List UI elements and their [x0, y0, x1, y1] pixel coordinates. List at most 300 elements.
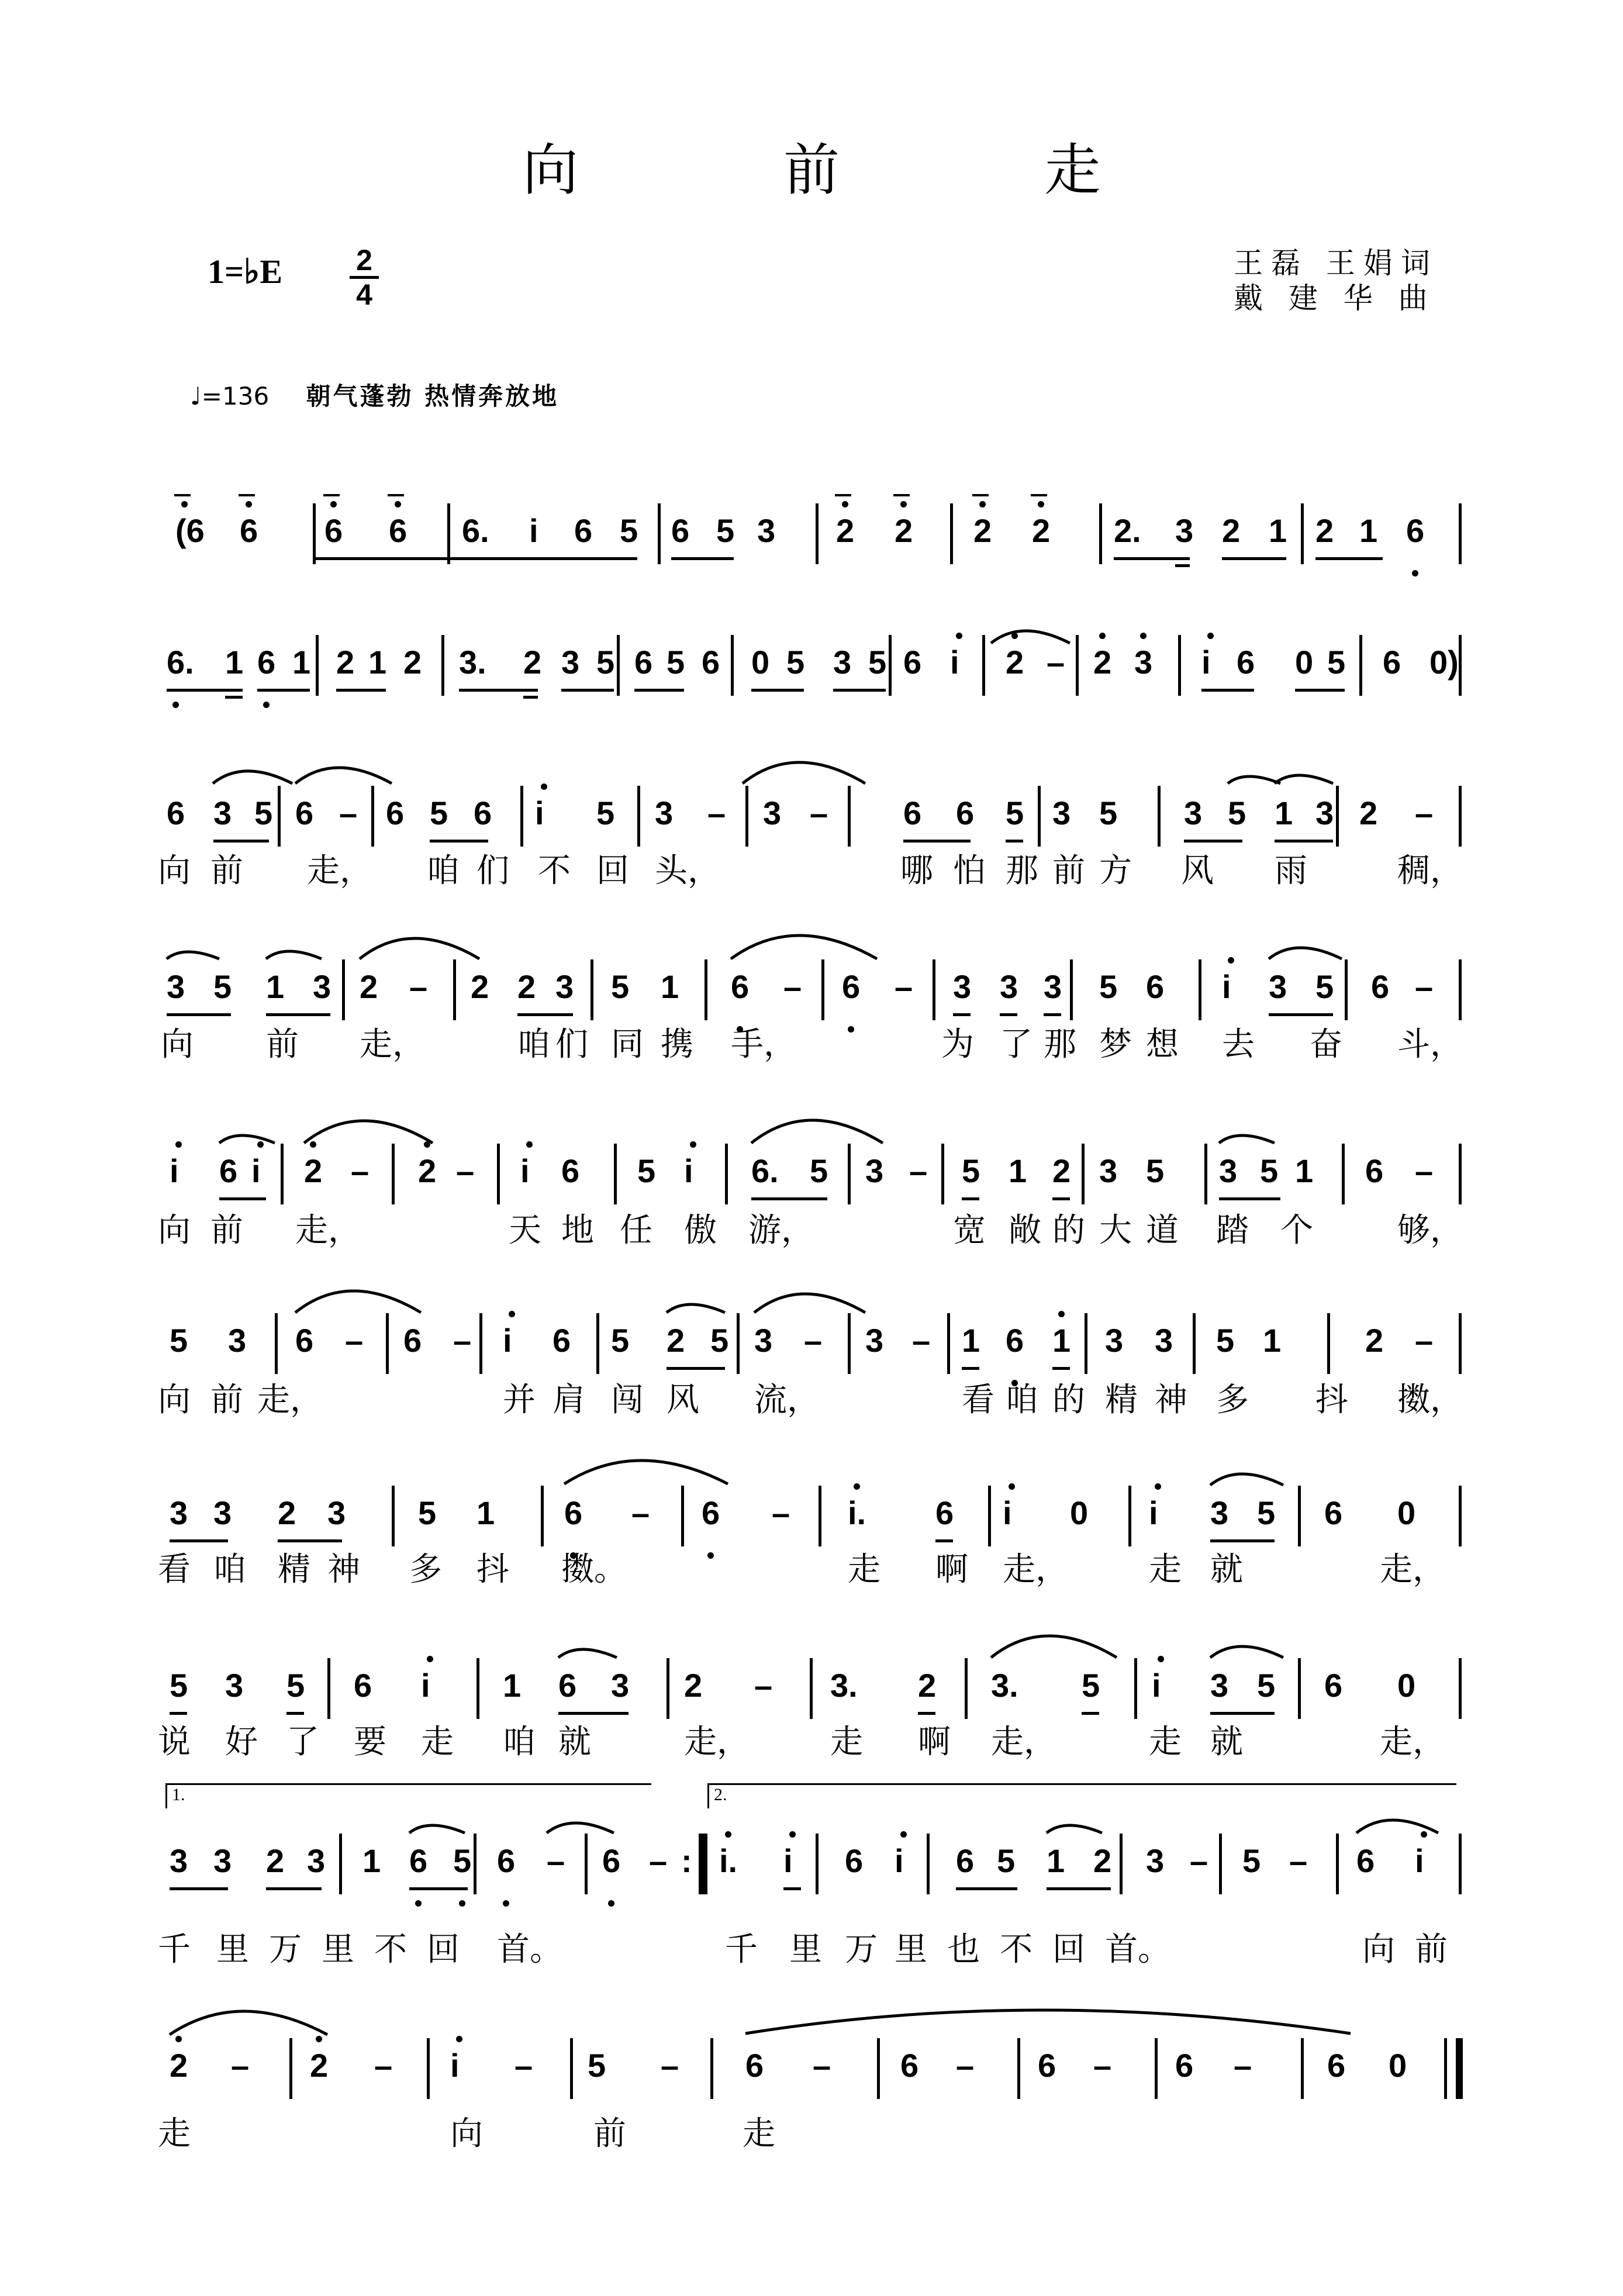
- note: 5: [716, 512, 735, 549]
- score-line-5: [0, 1152, 1623, 1189]
- note: 6: [842, 968, 861, 1005]
- lyric-char: 前: [210, 1381, 243, 1419]
- barline: [1099, 503, 1102, 564]
- expression-mark: 朝气蓬勃 热情奔放地: [306, 382, 560, 410]
- note: 6: [702, 644, 720, 681]
- note: i: [1201, 644, 1211, 681]
- barline: [681, 1486, 684, 1546]
- lyric-char: 千: [158, 1931, 191, 1969]
- lyric-char: 就: [1210, 1551, 1243, 1589]
- octave-dot-above: [316, 2036, 322, 2042]
- note: i.: [719, 1842, 738, 1879]
- octave-dot-above: [395, 501, 401, 507]
- barline: [927, 1834, 930, 1894]
- note: –: [1093, 2047, 1112, 2084]
- note: 5: [1260, 1152, 1279, 1189]
- note: 3: [1146, 1842, 1165, 1879]
- note: 5: [786, 644, 805, 681]
- note: 5: [596, 644, 615, 681]
- octave-dot-below: [415, 1900, 422, 1907]
- barline: [658, 503, 661, 564]
- barline: [541, 1486, 544, 1546]
- octave-dot-above: [1038, 501, 1044, 507]
- barline: [848, 1144, 851, 1204]
- lyric-char: 走，: [360, 1026, 425, 1064]
- tie-slur: [751, 1120, 883, 1143]
- note: 6: [1383, 644, 1401, 681]
- note: 3: [865, 1322, 884, 1359]
- beam-underline: [257, 689, 310, 692]
- note: 1: [962, 1322, 980, 1359]
- barline: [596, 1313, 599, 1374]
- note: 1: [362, 1842, 381, 1879]
- composer-credit: 戴 建 华 曲: [1234, 281, 1436, 315]
- barline: [441, 635, 444, 696]
- note: –: [707, 795, 726, 831]
- tie-slur: [667, 1304, 725, 1313]
- lyric-char: 走，: [1003, 1551, 1068, 1589]
- barline: [570, 2038, 573, 2099]
- note: 0): [1429, 644, 1459, 681]
- octave-dot-above: [1421, 1831, 1427, 1838]
- note: 6: [634, 644, 653, 681]
- barline: [1336, 1834, 1339, 1894]
- octave-dot-above: [456, 2036, 462, 2042]
- note: 3: [1099, 1152, 1118, 1189]
- lyric-char: 那: [1044, 1026, 1076, 1064]
- beam-underline: [918, 1712, 935, 1715]
- note: 6: [956, 1842, 975, 1879]
- note: 2: [667, 1322, 685, 1359]
- note: –: [1234, 2047, 1252, 2084]
- beam-underline: [751, 689, 804, 692]
- lyric-char: 回: [596, 852, 629, 890]
- barline: [982, 635, 985, 696]
- note: 1: [1047, 1842, 1065, 1879]
- note: 1: [1052, 1322, 1071, 1359]
- note: 6: [745, 2047, 764, 2084]
- note: 2: [918, 1667, 937, 1704]
- lyric-char: 流，: [754, 1381, 820, 1419]
- lyric-char: 道: [1146, 1211, 1179, 1249]
- note: 6: [354, 1667, 372, 1704]
- tie-slur: [304, 1121, 433, 1143]
- barline: [1193, 1313, 1196, 1374]
- beam-underline: [213, 840, 269, 843]
- lyric-char: 走，: [1380, 1551, 1445, 1589]
- note: 5: [1216, 1322, 1235, 1359]
- beam-underline: [1201, 689, 1254, 692]
- lyric-char: 回: [427, 1931, 460, 1969]
- barline: [1459, 1834, 1462, 1894]
- beam-underline: [1210, 1712, 1275, 1715]
- barline: [476, 1658, 479, 1719]
- note: –: [912, 1322, 931, 1359]
- note: 6: [497, 1842, 516, 1879]
- note: 5: [710, 1322, 729, 1359]
- octave-dot-above: [310, 1141, 316, 1148]
- lyric-char: 稠，: [1397, 852, 1463, 890]
- octave-dot-below: [1412, 570, 1418, 576]
- note: i: [1222, 968, 1231, 1005]
- note: 6.: [751, 1152, 779, 1189]
- note: 6: [403, 1322, 422, 1359]
- score-line-9: [0, 1842, 1623, 1879]
- note: 5: [170, 1667, 188, 1704]
- lyric-char: 们: [555, 1026, 588, 1064]
- note: i: [783, 1842, 793, 1879]
- barline: [988, 1486, 991, 1546]
- note: –: [1190, 1842, 1208, 1879]
- note: 3: [167, 968, 185, 1005]
- tie-slur: [1269, 948, 1342, 959]
- beam-underline: [167, 1013, 231, 1016]
- note: 3: [865, 1152, 884, 1189]
- note: i: [251, 1152, 261, 1189]
- lyric-char: 就: [558, 1723, 591, 1761]
- barline: [965, 1658, 968, 1719]
- note: i: [1152, 1667, 1161, 1704]
- tie-slur: [409, 1825, 465, 1833]
- octave-dot-above: [842, 501, 848, 507]
- lyric-char: 前: [1415, 1931, 1448, 1969]
- note: 2: [278, 1494, 296, 1531]
- lyric-char: 精: [278, 1551, 310, 1589]
- note: 2: [310, 2047, 329, 2084]
- tie-slur: [1228, 776, 1280, 783]
- beam-underline: [671, 557, 734, 560]
- barline: [745, 786, 748, 847]
- note: 2: [336, 644, 355, 681]
- note: 6: [324, 512, 343, 549]
- note: 2: [836, 512, 855, 549]
- octave-dot-above: [1207, 633, 1214, 639]
- lyric-char: 走，: [991, 1723, 1056, 1761]
- tie-slur: [754, 1294, 865, 1313]
- note: 3: [1052, 795, 1071, 831]
- overline: [388, 494, 404, 496]
- barline: [1336, 786, 1339, 847]
- note: –: [909, 1152, 928, 1189]
- note: 6: [671, 512, 690, 549]
- note: 6: [1324, 1667, 1343, 1704]
- octave-dot-above: [1158, 1656, 1164, 1662]
- note: 5: [596, 795, 615, 831]
- note: 5: [620, 512, 638, 549]
- time-signature: [350, 246, 379, 309]
- lyric-char: 并: [503, 1381, 536, 1419]
- overline: [972, 494, 989, 496]
- beam-underline: [953, 1013, 971, 1016]
- volta-2: 2.: [707, 1783, 1456, 1808]
- beam-underline: [1210, 1539, 1275, 1542]
- note: –: [956, 2047, 975, 2084]
- barline: [848, 1313, 851, 1374]
- lyric-char: 前: [210, 1211, 243, 1249]
- note: 5: [254, 795, 273, 831]
- barline: [1155, 2038, 1158, 2099]
- octave-dot-below: [848, 1026, 854, 1033]
- note: i: [1415, 1842, 1424, 1879]
- lyric-char: 抖: [476, 1551, 509, 1589]
- note: 6: [1237, 644, 1255, 681]
- note: 1: [368, 644, 387, 681]
- note: 6: [1324, 1494, 1343, 1531]
- lyric-char: 里: [789, 1931, 822, 1969]
- tempo-mark: ♩=136: [190, 382, 270, 410]
- note: 1: [1269, 512, 1287, 549]
- lyric-char: 为: [941, 1026, 974, 1064]
- tie-slur: [219, 1135, 275, 1143]
- lyric-char: 擞，: [1397, 1381, 1463, 1419]
- lyric-char: 地: [561, 1211, 594, 1249]
- note: –: [374, 2047, 393, 2084]
- lyric-char: 看: [158, 1551, 191, 1589]
- barline: [342, 959, 345, 1020]
- note: 2: [895, 512, 913, 549]
- score-line-2: [0, 643, 1623, 681]
- octave-dot-above: [725, 1831, 731, 1838]
- beam-underline: [517, 1013, 573, 1016]
- note: 1: [1359, 512, 1378, 549]
- beam-underline-double: [523, 696, 538, 699]
- barline: [637, 786, 640, 847]
- note: 3: [1000, 968, 1018, 1005]
- octave-dot-below: [263, 702, 270, 708]
- note: 6: [1406, 512, 1425, 549]
- lyric-char: 头，: [655, 852, 720, 890]
- note: 6.: [462, 512, 489, 549]
- beam-underline: [833, 689, 886, 692]
- lyric-char: 里: [322, 1931, 354, 1969]
- note: i: [503, 1322, 512, 1359]
- tie-slur: [745, 2010, 1351, 2033]
- note: –: [804, 1322, 823, 1359]
- lyric-char: 了: [1000, 1026, 1032, 1064]
- barline: [1327, 1313, 1330, 1374]
- beam-underline: [1275, 840, 1333, 843]
- barline: [1459, 1658, 1462, 1719]
- barline: [710, 2038, 713, 2099]
- barline: [1070, 959, 1073, 1020]
- beam-underline: [170, 1887, 228, 1890]
- score-title: 向 前 走: [522, 137, 1194, 203]
- note: –: [456, 1152, 475, 1189]
- note: 0: [1295, 644, 1314, 681]
- barline: [819, 1486, 821, 1546]
- beam-underline: [574, 557, 637, 560]
- lyric-char: 咱: [517, 1026, 550, 1064]
- barline: [1459, 1144, 1462, 1204]
- note: –: [783, 968, 802, 1005]
- overline: [893, 494, 910, 496]
- note: 6: [903, 644, 922, 681]
- note: 5: [1242, 1842, 1261, 1879]
- lyric-char: 肩: [552, 1381, 585, 1419]
- barline: [1204, 1144, 1207, 1204]
- beam-underline: [1184, 840, 1242, 843]
- octave-dot-above: [175, 1141, 182, 1148]
- barline: [371, 786, 374, 847]
- note: 5: [430, 795, 448, 831]
- barline: [591, 959, 593, 1020]
- octave-dot-above: [1140, 633, 1147, 639]
- octave-dot-above: [1155, 1483, 1161, 1490]
- note: 6: [474, 795, 492, 831]
- tie-slur: [731, 935, 877, 959]
- barline: [1085, 1313, 1087, 1374]
- lyric-char: 携: [661, 1026, 693, 1064]
- note: i: [529, 512, 538, 549]
- beam-underline: [1052, 1367, 1070, 1370]
- note: 2: [403, 644, 422, 681]
- note: –: [409, 968, 428, 1005]
- barline: [1134, 1658, 1137, 1719]
- note: 2: [517, 968, 536, 1005]
- octave-dot-above: [541, 783, 547, 790]
- barline: [1128, 1486, 1131, 1546]
- note: –: [1415, 1322, 1434, 1359]
- note: 5: [997, 1842, 1016, 1879]
- note: 1: [1009, 1152, 1027, 1189]
- note: 1: [1275, 795, 1293, 831]
- octave-dot-above: [1099, 633, 1106, 639]
- barline: [1017, 2038, 1020, 2099]
- note: 3.: [991, 1667, 1018, 1704]
- note: 2: [418, 1152, 437, 1189]
- lyric-char: 们: [476, 852, 509, 890]
- tie-slur: [991, 631, 1070, 643]
- beam-underline: [1082, 1712, 1099, 1715]
- note: 2: [266, 1842, 285, 1879]
- lyric-char: 啊: [918, 1723, 951, 1761]
- note: 3: [1044, 968, 1062, 1005]
- note: –: [810, 795, 828, 831]
- lyric-char: 走，: [684, 1723, 750, 1761]
- note: 5: [1257, 1494, 1276, 1531]
- octave-dot-below: [707, 1552, 714, 1559]
- note: :: [681, 1842, 692, 1879]
- note: 5: [1315, 968, 1334, 1005]
- note: 6: [1327, 2047, 1346, 2084]
- octave-dot-above: [789, 1831, 796, 1838]
- beam-underline: [1047, 1887, 1111, 1890]
- note: –: [754, 1667, 773, 1704]
- barline: [289, 2038, 292, 2099]
- note: i: [895, 1842, 904, 1879]
- lyric-char: 向: [1362, 1931, 1395, 1969]
- note: 6: [257, 644, 276, 681]
- note: 5: [418, 1494, 437, 1531]
- lyric-char: 神: [1155, 1381, 1187, 1419]
- lyric-char: 方: [1099, 852, 1132, 890]
- note: 2: [1052, 1152, 1071, 1189]
- note: 6: [900, 2047, 919, 2084]
- note: 3: [763, 795, 782, 831]
- lyric-char: 闯: [611, 1381, 644, 1419]
- note: 3: [213, 1842, 232, 1879]
- barline: [705, 959, 707, 1020]
- barline: [316, 635, 319, 696]
- lyric-char: 走: [743, 2115, 775, 2153]
- barline: [281, 1144, 284, 1204]
- note: 6: [903, 795, 922, 831]
- octave-dot-below: [503, 1900, 509, 1907]
- tie-slur: [558, 1649, 617, 1658]
- octave-dot-above: [1009, 1483, 1015, 1490]
- tie-slur: [360, 938, 479, 959]
- lyric-char: 也: [947, 1931, 980, 1969]
- barline: [1076, 635, 1079, 696]
- barline: [1298, 1658, 1301, 1719]
- lyric-char: 抖: [1315, 1381, 1348, 1419]
- lyric-char: 风: [1181, 852, 1214, 890]
- lyric-char: 不: [1000, 1931, 1032, 1969]
- note: 3: [1315, 795, 1334, 831]
- octave-dot-below: [459, 1900, 465, 1907]
- lyric-char: 首。: [1105, 1931, 1170, 1969]
- note: i: [170, 1152, 179, 1189]
- note: 5: [962, 1152, 980, 1189]
- note: –: [547, 1842, 565, 1879]
- note: 3: [1134, 644, 1153, 681]
- note: –: [453, 1322, 472, 1359]
- barline: [1158, 786, 1161, 847]
- beam-underline: [313, 557, 602, 560]
- note: 6: [295, 795, 314, 831]
- octave-dot-above: [509, 1311, 515, 1317]
- note: 0: [1389, 2047, 1407, 2084]
- beam-underline: [903, 840, 971, 843]
- lyric-char: 里: [895, 1931, 927, 1969]
- lyric-char: 梦: [1099, 1026, 1132, 1064]
- beam-underline: [409, 1887, 468, 1890]
- beam-underline: [783, 1887, 801, 1890]
- lyric-char: 前: [266, 1026, 299, 1064]
- beam-underline: [561, 689, 614, 692]
- note: –: [339, 795, 358, 831]
- lyric-char: 同: [611, 1026, 644, 1064]
- beam-underline: [956, 1887, 1017, 1890]
- note: 3: [1219, 1152, 1238, 1189]
- time-signature-bottom: 4: [356, 278, 372, 311]
- note: 6: [602, 1842, 621, 1879]
- lyric-char: 雨: [1275, 852, 1307, 890]
- octave-dot-above: [1058, 1311, 1065, 1317]
- barline: [1459, 503, 1462, 564]
- beam-underline: [810, 1197, 827, 1200]
- note: 3: [1105, 1322, 1124, 1359]
- barline: [1199, 959, 1201, 1020]
- note: 3: [225, 1667, 244, 1704]
- lyric-char: 踏: [1216, 1211, 1249, 1249]
- barline: [889, 635, 892, 696]
- octave-dot-above: [330, 501, 337, 507]
- note: 5: [1146, 1152, 1165, 1189]
- note: 3: [213, 1494, 232, 1531]
- note: 6: [1365, 1152, 1384, 1189]
- lyric-char: 傲: [684, 1211, 717, 1249]
- octave-dot-below: [172, 702, 179, 708]
- note: 1: [266, 968, 285, 1005]
- barline: [1459, 635, 1462, 696]
- note: –: [1415, 795, 1434, 831]
- barline: [810, 1658, 813, 1719]
- lyric-char: 咱: [503, 1723, 536, 1761]
- octave-dot-above: [175, 2036, 182, 2042]
- tie-slur: [213, 771, 292, 783]
- note: i.: [848, 1494, 866, 1531]
